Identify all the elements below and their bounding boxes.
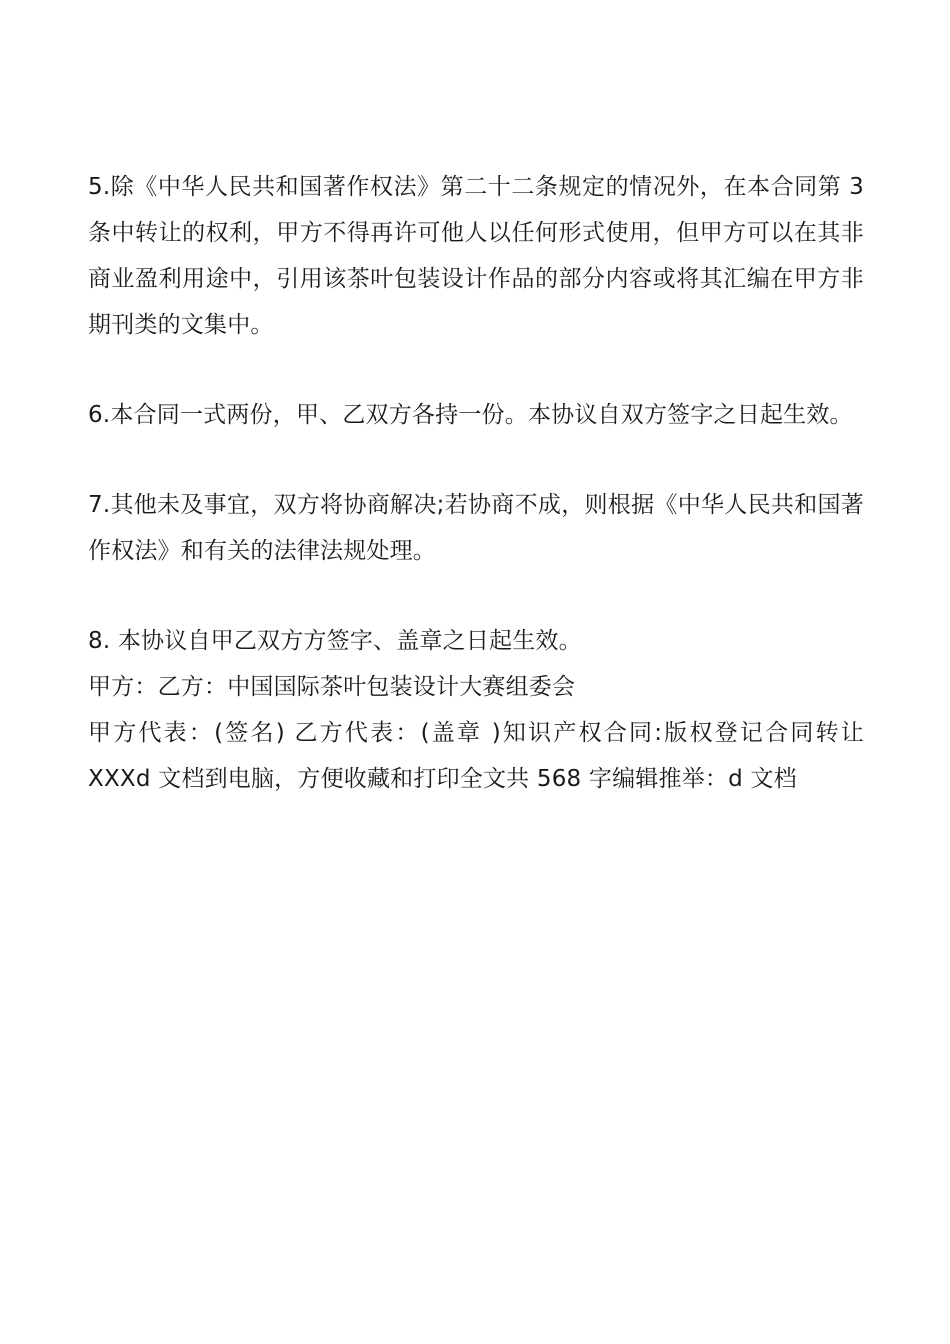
clause-7-paragraph: 7.其他未及事宜，双方将协商解决;若协商不成，则根据《中华人民共和国著作权法》和有关的法律法规处理。 — [88, 492, 864, 564]
representatives-line: 甲方代表：(签名) 乙方代表：(盖章 )知识产权合同:版权登记合同转让 XXXd 文档到电脑，方便收藏和打印全文共 568 字编辑推举：d 文档 — [88, 720, 864, 792]
clause-5-paragraph: 5.除《中华人民共和国著作权法》第二十二条规定的情况外，在本合同第 3 条中转让的权利，甲方不得再许可他人以任何形式使用，但甲方可以在其非商业盈利用途中，引用该茶叶包装设计作品的部分内容或将其汇编在甲方非期刊类的文集中。 — [88, 174, 864, 338]
document-body — [88, 164, 864, 802]
parties-line: 甲方：乙方：中国国际茶叶包装设计大赛组委会 — [88, 674, 576, 700]
clause-6-paragraph: 6.本合同一式两份，甲、乙双方各持一份。本协议自双方签字之日起生效。 — [88, 402, 853, 428]
clause-8-paragraph: 8. 本协议自甲乙双方方签字、盖章之日起生效。 — [88, 628, 582, 654]
